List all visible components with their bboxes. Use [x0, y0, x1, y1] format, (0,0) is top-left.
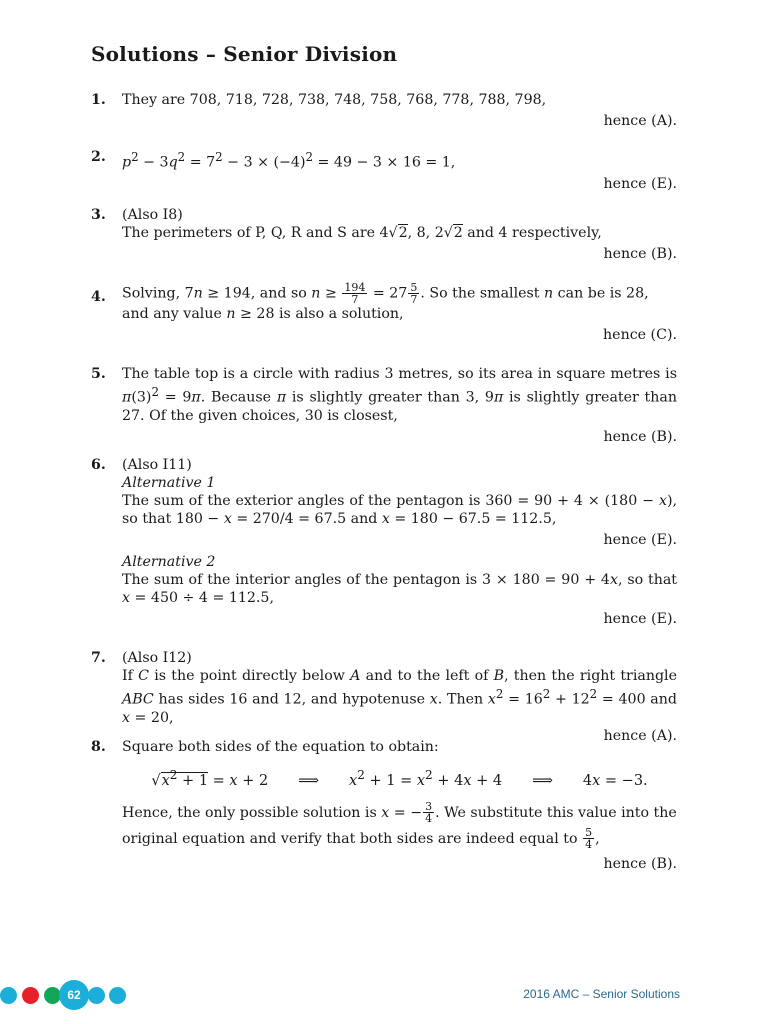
- alternative-1-label: Alternative 1: [122, 475, 216, 491]
- also-note: (Also I8): [122, 207, 183, 223]
- footer-title: 2016 AMC – Senior Solutions: [523, 987, 680, 1001]
- answer: hence (E).: [603, 532, 677, 548]
- problem-text: $p^2 - 3q^2 = 7^2 - 3 \times (-4)^2 = 49 - 3 \times 16 = 1$,: [122, 150, 456, 171]
- page-footer: [0, 978, 768, 1014]
- footer-dot: [109, 987, 126, 1004]
- problem-text: They are 708, 718, 728, 738, 748, 758, 768, 778, 788, 798,: [122, 92, 547, 108]
- problem-1: [91, 91, 677, 130]
- answer: hence (E).: [603, 611, 677, 627]
- footer-dot: [22, 987, 39, 1004]
- problem-intro: Square both sides of the equation to obtain:: [122, 739, 439, 755]
- problem-5: [91, 365, 677, 446]
- problem-4: [91, 282, 677, 344]
- answer: hence (A).: [603, 727, 677, 744]
- problem-number: 1.: [91, 92, 106, 108]
- answer: hence (B).: [603, 428, 677, 445]
- answer: hence (C).: [603, 327, 677, 343]
- problem-text: If C is the point directly below A and to the left of B, then the right triangle ABC has sides 16 and 12, and hypotenuse x. Then $x^2 = 16^2 + 12^2 = 400$ and x = 20,: [122, 668, 677, 726]
- page-number: 62: [59, 980, 89, 1010]
- footer-dot: [88, 987, 105, 1004]
- problem-7: [91, 649, 677, 745]
- display-equation: $√x^2 + 1 = x + 2$ ⟹ $x^2 + 1 = x^2 + 4x + 4$ ⟹ 4x = −3.: [151, 768, 648, 789]
- answer: hence (E).: [603, 175, 677, 192]
- problem-6: [91, 456, 677, 628]
- alternative-2-text: The sum of the interior angles of the pentagon is 3 × 180 = 90 + 4x, so that x = 450 ÷ 4 = 112.5,: [122, 572, 677, 606]
- answer: hence (A).: [603, 113, 677, 129]
- problem-text: The table top is a circle with radius 3 metres, so its area in square metres is $\pi(3)^2 = 9\pi$. Because π is slightly greater than 3, 9π is slightly greater than 27. Of the given choices, 30 is closest,: [122, 366, 677, 424]
- problem-text: The perimeters of P, Q, R and S are 4√2, 8, 2√2 and 4 respectively,: [122, 225, 602, 241]
- footer-dot: [0, 987, 17, 1004]
- problem-number: 6.: [91, 457, 106, 473]
- problem-number: 3.: [91, 207, 106, 223]
- alternative-2-label: Alternative 2: [122, 554, 216, 570]
- problem-text: Solving, 7n ≥ 194, and so n ≥ $\frac{194}{7}$ = 27 $\frac{5}{7}$ . So the smallest n can be is 28, and any value n ≥ 28 is also a solution,: [122, 281, 649, 322]
- problem-8: [91, 738, 677, 873]
- problem-number: 2.: [91, 149, 106, 165]
- problem-3: [91, 206, 677, 263]
- page-title: Solutions – Senior Division: [91, 42, 398, 66]
- also-note: (Also I11): [122, 457, 192, 473]
- answer: hence (B).: [603, 246, 677, 262]
- alternative-1-text: The sum of the exterior angles of the pentagon is 360 = 90 + 4 × (180 − x), so that 180 − x = 270/4 = 67.5 and x = 180 − 67.5 = 112.5,: [122, 493, 677, 527]
- also-note: (Also I12): [122, 650, 192, 666]
- problem-number: 8.: [91, 739, 106, 755]
- answer: hence (B).: [603, 855, 677, 872]
- problem-number: 7.: [91, 650, 106, 666]
- problem-number: 5.: [91, 366, 106, 382]
- problem-2: [91, 148, 677, 193]
- problem-number: 4.: [91, 289, 106, 305]
- problem-text: Hence, the only possible solution is x = − $\frac{3}{4}$ . We substitute this value into the original equation and verify that both sides are indeed equal to $\frac{5}{4}$ ,: [122, 800, 677, 852]
